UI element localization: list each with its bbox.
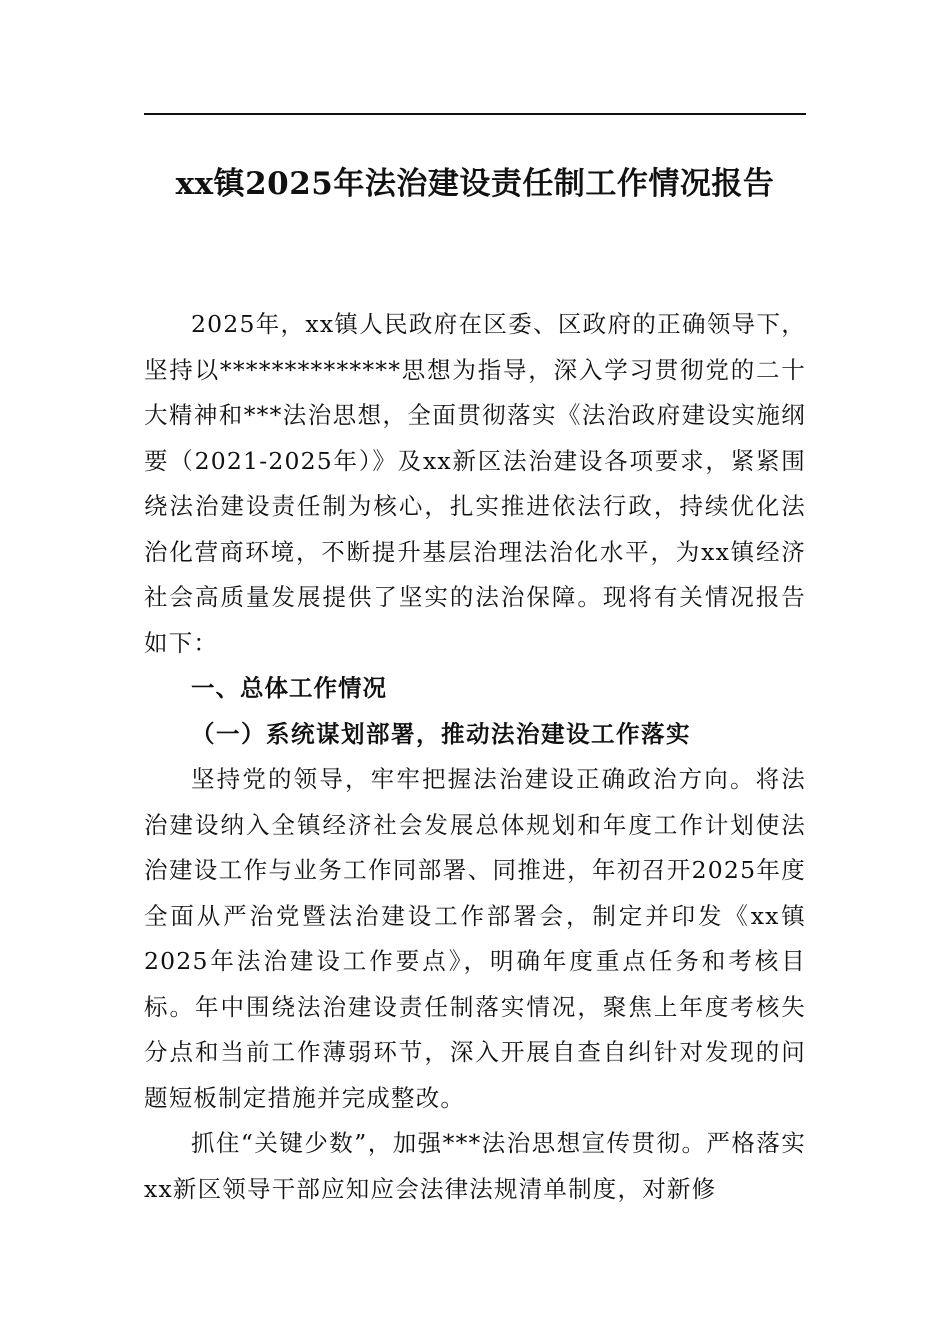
header-rule xyxy=(144,113,806,115)
body-paragraph: 抓住“关键少数”，加强***法治思想宣传贯彻。严格落实xx新区领导干部应知应会法律法规清单制度，对新修 xyxy=(144,1129,806,1203)
document-title: xx镇2025年法治建设责任制工作情况报告 xyxy=(175,166,775,202)
subsection-heading: （一）系统谋划部署，推动法治建设工作落实 xyxy=(191,719,691,748)
intro-paragraph: 2025年，xx镇人民政府在区委、区政府的正确领导下，坚持以**************思想为指导，深入学习贯彻党的二十大精神和***法治思想，全面贯彻落实《法治政府建设实施纲要（2021-2025年）》及xx新区法治建设各项要求，紧紧围绕法治建设责任制为核心，扎实推进依法行政，持续优化法治化营商环境，不断提升基层治理法治化水平，为xx镇经济社会高质量发展提供了坚实的法治保障。现将有关情况报告如下： xyxy=(144,310,806,657)
body-paragraph: 坚持党的领导，牢牢把握法治建设正确政治方向。将法治建设纳入全镇经济社会发展总体规划和年度工作计划使法治建设工作与业务工作同部署、同推进，年初召开2025年度全面从严治党暨法治建设工作部署会，制定并印发《xx镇2025年法治建设工作要点》，明确年度重点任务和考核目标。年中围绕法治建设责任制落实情况，聚焦上年度考核失分点和当前工作薄弱环节，深入开展自查自纠针对发现的问题短板制定措施并完成整改。 xyxy=(144,765,806,1112)
section-heading: 一、总体工作情况 xyxy=(191,674,387,702)
document-body xyxy=(144,302,806,1212)
